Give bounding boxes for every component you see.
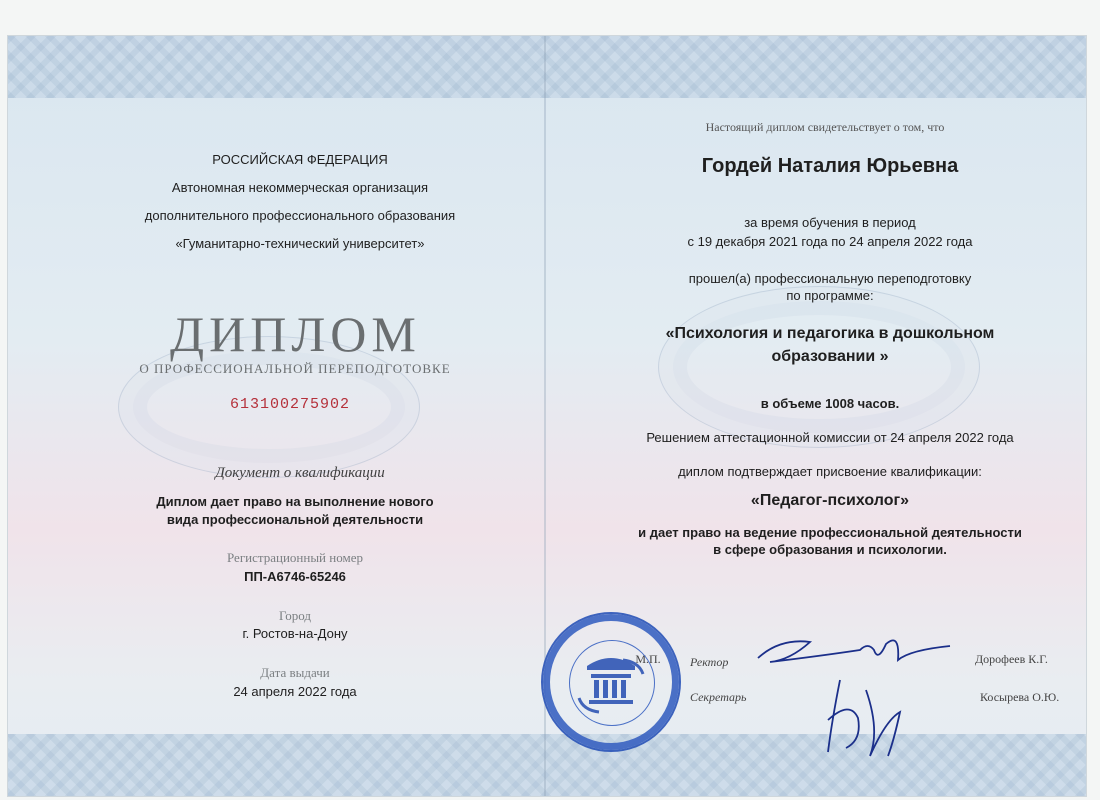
rights-right-line-1: и дает право на ведение профессиональной деятельности [638, 525, 1022, 540]
passed-line-1: прошел(а) профессиональную переподготовку [688, 271, 972, 286]
program-line-2: образовании » [771, 348, 889, 365]
commission-decision: Решением аттестационной комиссии от 24 апреля 2022 года [646, 430, 1014, 445]
document-type: Документ о квалификации [215, 465, 385, 481]
study-volume: в объеме 1008 часов. [760, 396, 900, 411]
country-heading: РОССИЙСКАЯ ФЕДЕРАЦИЯ [212, 152, 388, 167]
org-line-1: Автономная некоммерческая организация [171, 180, 429, 195]
registration-label: Регистрационный номер [227, 550, 363, 565]
period-line-1: за время обучения в период [744, 215, 916, 230]
city-value: г. Ростов-на-Дону [242, 626, 348, 641]
rights-line-1: Диплом дает право на выполнение нового [156, 494, 434, 509]
graduate-name: Гордей Наталия Юрьевна [701, 155, 959, 177]
qualification-value: «Педагог-психолог» [750, 492, 910, 509]
guilloche-rosette-right [658, 286, 980, 448]
city-label: Город [278, 608, 312, 623]
org-line-3: «Гуманитарно-технический университет» [175, 236, 425, 251]
intro-text: Настоящий диплом свидетельствует о том, что [705, 120, 945, 134]
secretary-signature [810, 660, 930, 770]
issue-date-label: Дата выдачи [260, 665, 330, 680]
rights-line-2: вида профессиональной деятельности [166, 512, 424, 527]
stamp-place-label: М.П. [635, 652, 661, 666]
secretary-name: Косырева О.Ю. [980, 690, 1060, 704]
issue-date-value: 24 апреля 2022 года [233, 684, 357, 699]
secretary-label: Секретарь [690, 690, 747, 704]
passed-line-2: по программе: [786, 288, 874, 303]
rector-label: Ректор [690, 655, 729, 669]
rector-name: Дорофеев К.Г. [975, 652, 1048, 666]
registration-number: ПП-А6746-65246 [244, 569, 346, 584]
qualification-confirms: диплом подтверждает присвоение квалификации: [678, 464, 982, 479]
diploma-subtitle: О ПРОФЕССИОНАЛЬНОЙ ПЕРЕПОДГОТОВКЕ [139, 361, 451, 376]
diploma-title: ДИПЛОМ [170, 306, 421, 362]
period-line-2: с 19 декабря 2021 года по 24 апреля 2022 года [687, 234, 973, 249]
diploma-number: 613100275902 [229, 396, 351, 413]
organization-stamp [541, 612, 681, 752]
stamp-building-icon [543, 614, 679, 750]
rights-right-line-2: в сфере образования и психологии. [713, 542, 947, 557]
decorative-top-band [8, 36, 1086, 98]
org-line-2: дополнительного профессионального образования [144, 208, 456, 223]
program-line-1: «Психология и педагогика в дошкольном [665, 325, 995, 342]
